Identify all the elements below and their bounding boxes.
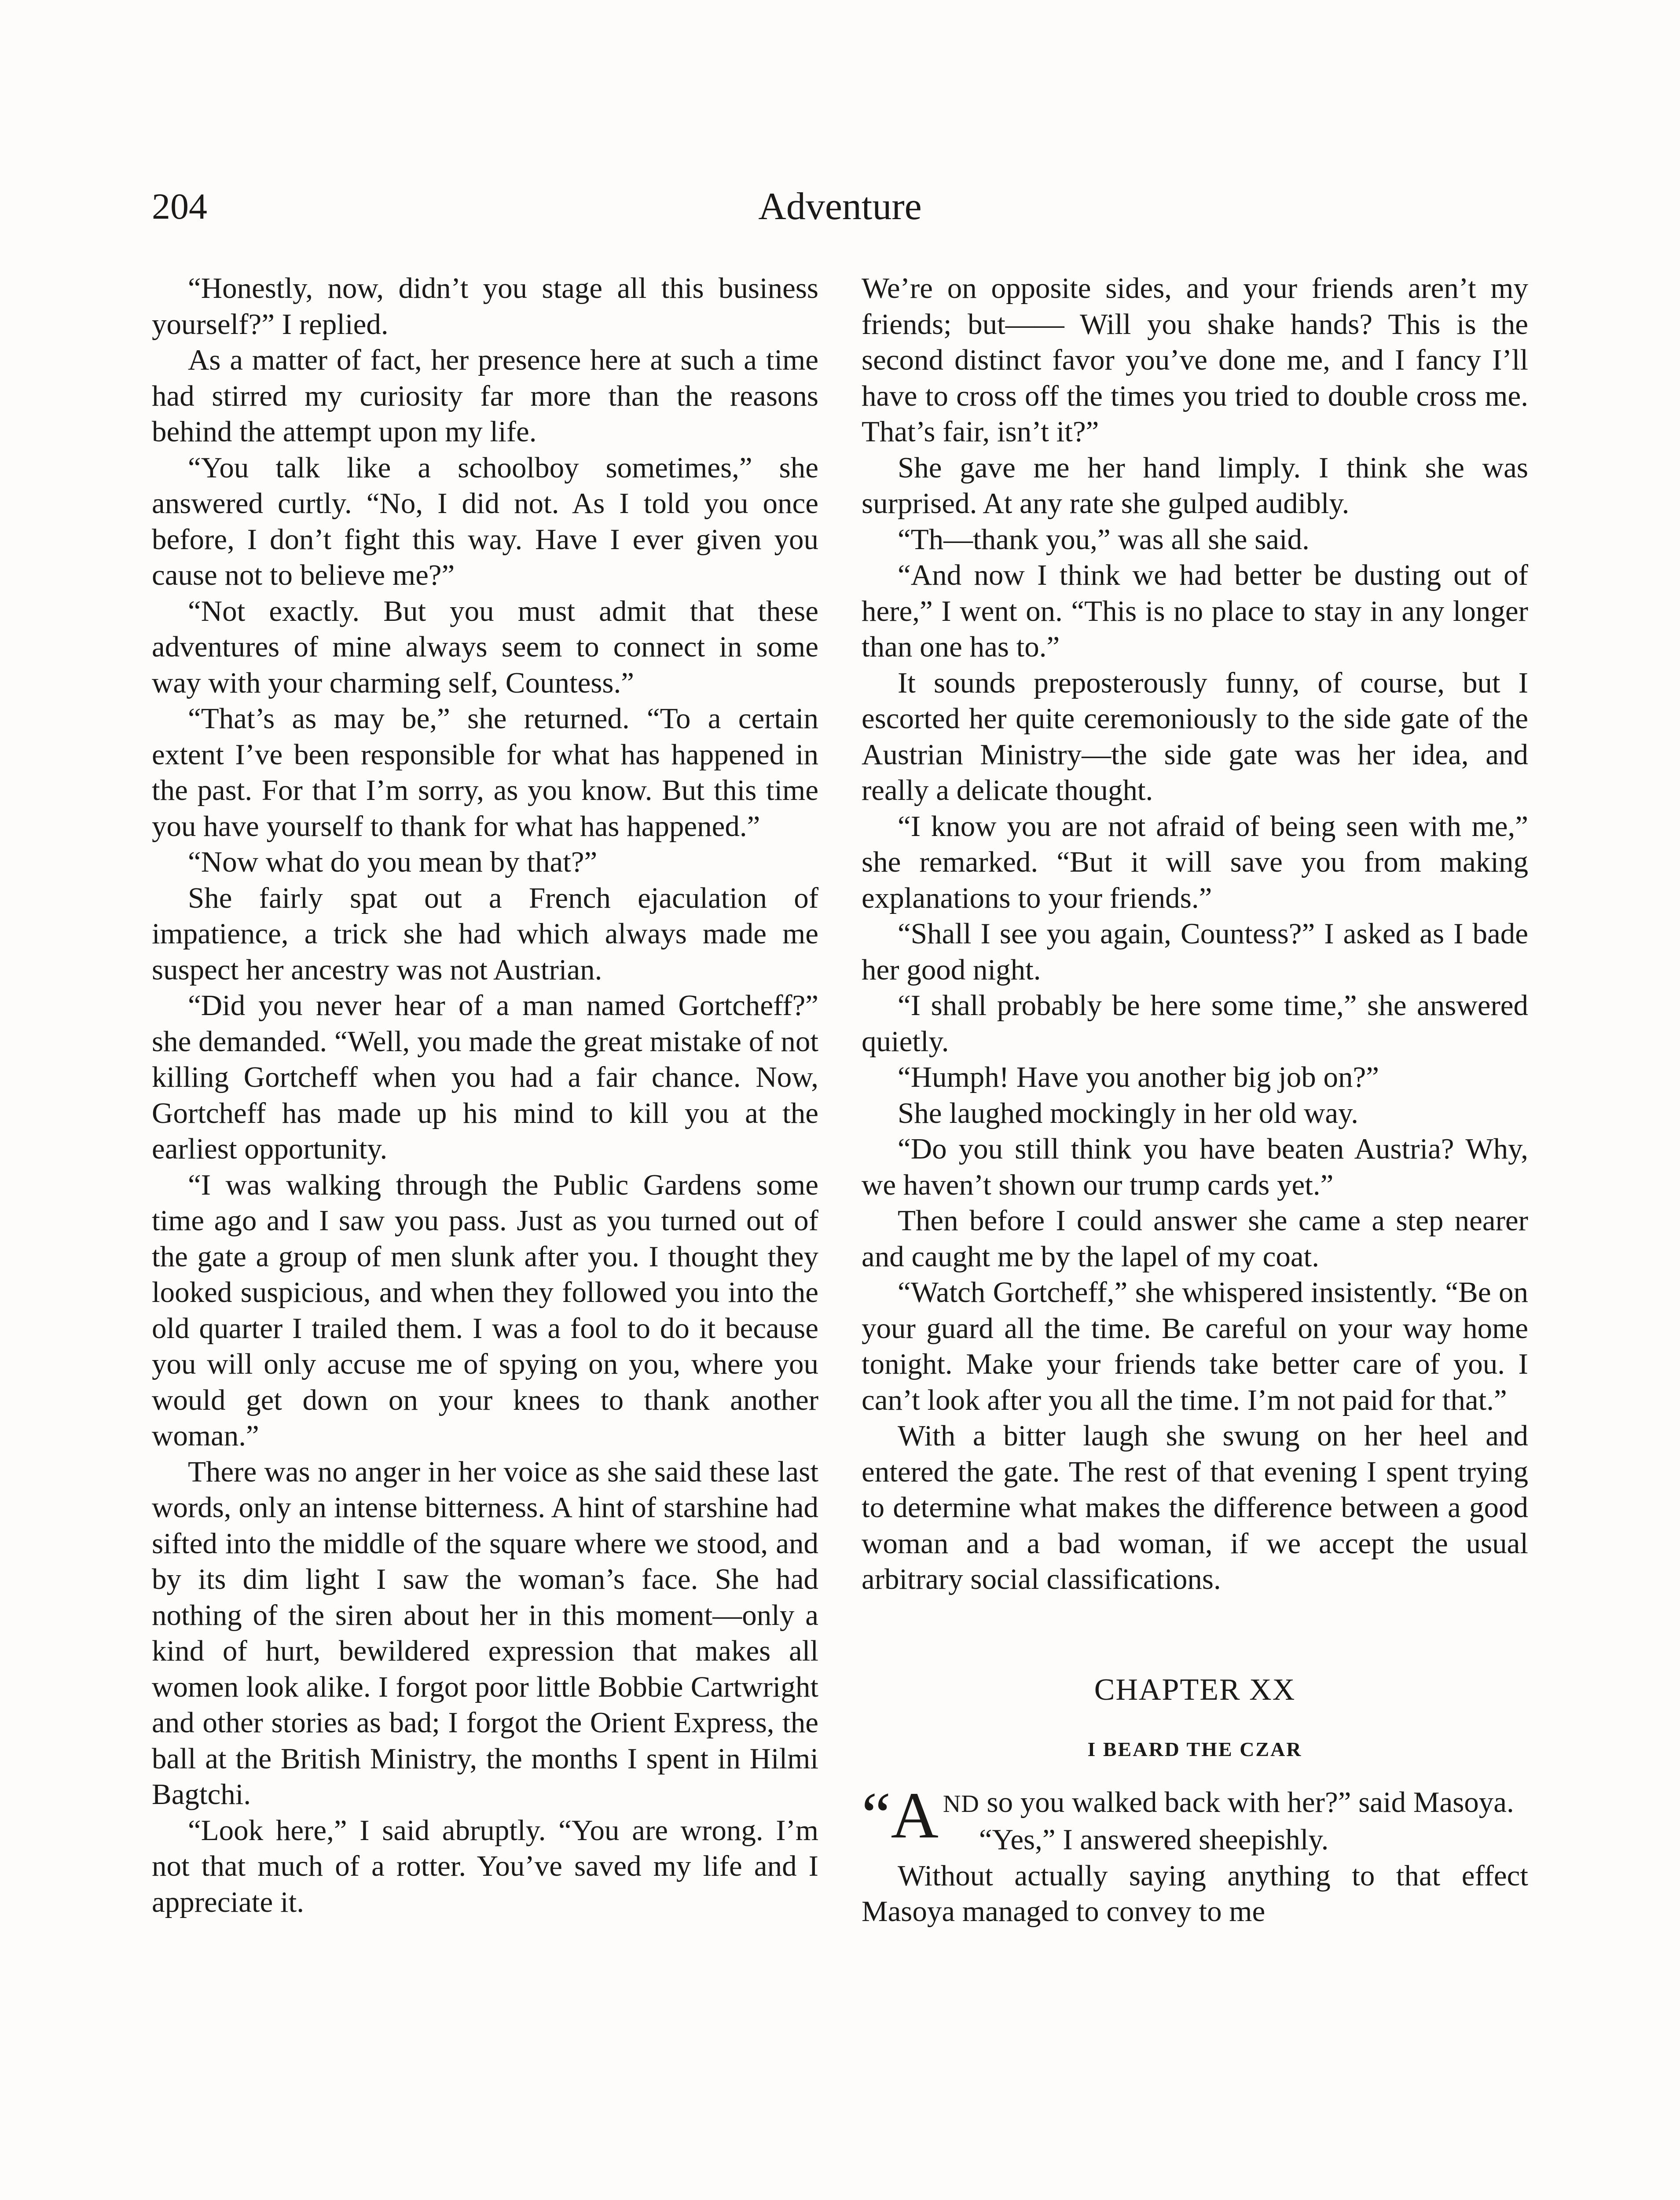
paragraph: “You talk like a schoolboy sometimes,” she answered curtly. “No, I did not. As I told you once before, I don’t fight this way. Have I ever given you cause not to believe me?” <box>152 451 818 591</box>
opening-text: so you walked back with her?” said Masoya. <box>979 1786 1514 1819</box>
magazine-title: Adventure <box>758 185 922 228</box>
paragraph: “That’s as may be,” she returned. “To a certain extent I’ve been responsible for what has happened in the past. For that I’m sorry, as you know. But this time you have yourself to thank for what has happened.” <box>152 702 818 843</box>
paragraph: “Watch Gortcheff,” she whispered insistently. “Be on your guard all the time. Be careful on your way home tonight. Make your friends take better care of you. I can’t look after you all the time. I’m not paid for that.” <box>862 1276 1528 1416</box>
paragraph: “And now I think we had better be dusting out of here,” I went on. “This is no place to stay in any longer than one has to.” <box>862 559 1528 663</box>
running-head <box>152 176 1528 238</box>
paragraph: “Not exactly. But you must admit that these adventures of mine always seem to connect in some way with your charming self, Countess.” <box>152 594 818 699</box>
paragraph: She fairly spat out a French ejaculation of impatience, a trick she had which always made me suspect her ancestry was not Austrian. <box>152 881 818 986</box>
paragraph: “Look here,” I said abruptly. “You are wrong. I’m not that much of a rotter. You’ve saved my life and I appreciate it. <box>152 1814 818 1918</box>
paragraph: “Humph! Have you another big job on?” <box>898 1061 1379 1093</box>
paragraph: There was no anger in her voice as she said these last words, only an intense bitterness. A hint of starshine had sifted into the middle of the square where we stood, and by its dim light I saw the woman’s face. She had nothing of the siren about her in this moment—only a kind of hurt, bewildered expression that makes all women look alike. I forgot poor little Bobbie Cartwright and other stories as bad; I forgot the Orient Express, the ball at the British Ministry, the months I spent in Hilmi Bagtchi. <box>152 1455 818 1811</box>
paragraph: “I know you are not afraid of being seen with me,” she remarked. “But it will save you from making explanations to your friends.” <box>862 810 1528 914</box>
paragraph: “I shall probably be here some time,” she answered quietly. <box>862 989 1528 1058</box>
drop-cap <box>862 1778 939 1852</box>
paragraph: “Yes,” I answered sheepishly. <box>979 1823 1329 1856</box>
paragraph: “Shall I see you again, Countess?” I asked as I bade her good night. <box>862 917 1528 986</box>
chapter-subtitle: I BEARD THE CZAR <box>1087 1738 1302 1760</box>
left-column <box>152 271 818 1920</box>
right-column <box>862 271 1528 1930</box>
paragraph: She laughed mockingly in her old way. <box>898 1096 1358 1129</box>
page-number: 204 <box>152 186 207 227</box>
opening-quote: “ <box>862 1778 891 1852</box>
paragraph: With a bitter laugh she swung on her heel and entered the gate. The rest of that evening I spent trying to determine what makes the difference between a good woman and a bad woman, if we accept the usual arbitrary social classifications. <box>862 1419 1528 1595</box>
paragraph: “Th—thank you,” was all she said. <box>898 523 1310 556</box>
paragraph: It sounds preposterously funny, of course, but I escorted her quite ceremoniously to the side gate of the Austrian Ministry—the side gate was her idea, and really a delicate thought. <box>862 666 1528 807</box>
paragraph: “Now what do you mean by that?” <box>188 846 598 878</box>
drop-cap-letter: A <box>891 1778 939 1852</box>
paragraph: “Honestly, now, didn’t you stage all this business yourself?” I replied. <box>152 272 818 341</box>
paragraph: “Do you still think you have beaten Austria? Why, we haven’t shown our trump cards yet.” <box>862 1133 1528 1201</box>
opening-small-caps: ND <box>943 1790 979 1818</box>
paragraph: Then before I could answer she came a step nearer and caught me by the lapel of my coat. <box>862 1204 1528 1273</box>
paragraph: As a matter of fact, her presence here at such a time had stirred my curiosity far more than the reasons behind the attempt upon my life. <box>152 344 818 448</box>
paragraph: We’re on opposite sides, and your friends aren’t my friends; but—— Will you shake hands? This is the second distinct favor you’ve done me, and I fancy I’ll have to cross off the times you tried to double cross me. That’s fair, isn’t it?” <box>862 272 1528 448</box>
paragraph: She gave me her hand limply. I think she was surprised. At any rate she gulped audibly. <box>862 451 1528 520</box>
paragraph: Without actually saying anything to that effect Masoya managed to convey to me <box>862 1859 1528 1928</box>
paragraph: “Did you never hear of a man named Gortcheff?” she demanded. “Well, you made the great mistake of not killing Gortcheff when you had a fair chance. Now, Gortcheff has made up his mind to kill you at the earliest opportunity. <box>152 989 818 1165</box>
paragraph: “I was walking through the Public Gardens some time ago and I saw you pass. Just as you turned out of the gate a group of men slunk after you. I thought they looked suspicious, and when they followed you into the old quarter I trailed them. I was a fool to do it because you will only accuse me of spying on you, where you would get down on your knees to thank another woman.” <box>152 1168 818 1452</box>
chapter-heading: CHAPTER XX <box>1094 1672 1296 1707</box>
